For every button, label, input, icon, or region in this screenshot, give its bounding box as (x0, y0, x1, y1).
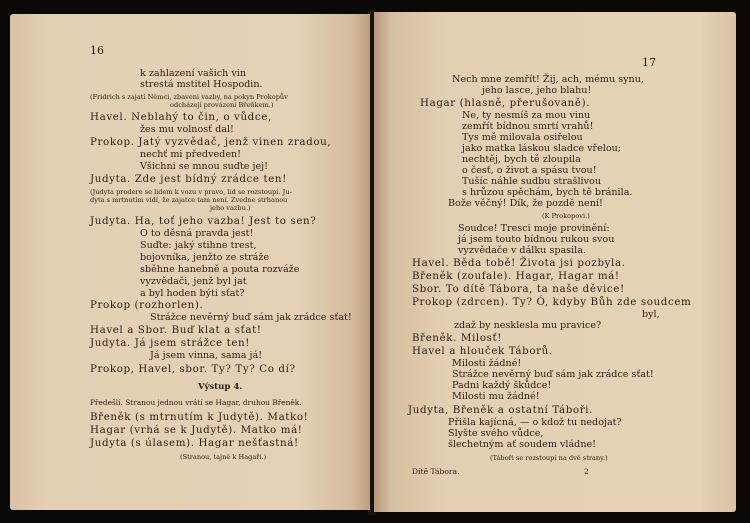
stage-direction: (Táboři se rozstoupí na dvě strany.) (490, 454, 608, 462)
verse-line: nechtěj, bych tě zloupila (462, 154, 581, 165)
verse-line: Všichni se mnou suďte jej! (140, 161, 269, 172)
speaker-line: Prokop, Havel, sbor. Ty? Ty? Co dí? (90, 363, 296, 375)
verse-line: zdaž by nesklesla mu pravice? (454, 320, 602, 331)
speaker-line: Judyta. Zde jest bídný zrádce ten! (90, 173, 287, 185)
stage-direction: jeho vazbu.) (210, 204, 251, 212)
speaker-line: Havel a hlouček Táborů. (412, 345, 553, 357)
page-footer-title: Dítě Tábora. (412, 467, 460, 476)
speaker-line: Prokop (rozhorlen). (90, 299, 204, 311)
verse-line: Milosti mu žádné! (452, 391, 540, 402)
verse-line: k zahlazení vašich vin (140, 68, 247, 79)
verse-line: šlechetným ať soudem vládne! (448, 439, 597, 450)
verse-line: vyzvědači, jenž byl jat (140, 276, 247, 287)
verse-line: zemřít bídnou smrtí vrahů! (462, 121, 594, 132)
verse-line: Já jsem vinna, sama já! (150, 350, 263, 361)
speaker-line: Prokop. Jatý vyzvědač, jenž vinen zradou, (90, 136, 332, 148)
verse-line: jako matka láskou sladce vřelou; (462, 143, 622, 154)
stage-direction: Předešlí. Stranou jednou vrátí se Hagar, druhou Břeněk. (90, 398, 302, 407)
verse-line: Suďte: jaký stihne trest, (140, 240, 257, 251)
signature-mark: 2 (584, 467, 589, 476)
verse-line: já jsem touto bídnou rukou svou (458, 234, 615, 245)
verse-line: strestá mstitel Hospodin. (140, 79, 263, 90)
verse-line: s hrůzou spěchám, bych tě bránila. (462, 187, 633, 198)
speaker-line: Judyta. Ha, toť jeho vazba! Jest to sen? (90, 215, 317, 227)
left-page (10, 14, 370, 510)
verse-line: Ne, ty nesmíš za mou vinu (462, 110, 591, 121)
stage-direction: (Stranou, tajně k Hagaři.) (180, 453, 267, 461)
stage-direction: dyta s mrtnutím vidí, že zajatce tam není. Zvedne strhanou (90, 196, 288, 204)
verse-line: O to děsná pravda jest! (140, 228, 254, 239)
scene-heading: Výstup 4. (198, 382, 243, 392)
stage-direction: (Fridrich s zajatí Němci, zbaveni vazby, na pokyn Prokopův (90, 93, 288, 101)
verse-line: Strážce nevěrný buď sám jak zrádce sťat! (452, 369, 654, 380)
verse-line: Bože věčný! Dík, že pozdě není! (448, 198, 603, 209)
verse-line: Slyšte svého vůdce, (448, 428, 544, 439)
speaker-line: Judyta (s úlasem). Hagar nešťastná! (90, 437, 299, 449)
speaker-line: Hagar (hlasně, přerušovaně). (420, 97, 591, 109)
speaker-line: Prokop (zdrcen). Ty? Ó, kdyby Bůh zde soudcem (412, 296, 692, 308)
verse-line: Přišla kajícná, — o kdož tu nedojat? (448, 417, 622, 428)
right-page (374, 12, 736, 512)
verse-line: Tušíc náhle sudbu strašlivou (462, 176, 601, 187)
page-number: 16 (90, 44, 104, 57)
speaker-line: Sbor. To dítě Tábora, ta naše děvice! (412, 283, 625, 295)
speaker-line: Břeněk (s mtrnutím k Judytě). Matko! (90, 411, 309, 423)
verse-line: a byl hoden býti sťat? (140, 288, 245, 299)
verse-line: Nech mne zemřít! Žij, ach, mému synu, (452, 74, 644, 85)
speaker-line: Judyta. Já jsem strážce ten! (90, 337, 250, 349)
speaker-line: Judyta, Břeněk a ostatní Táboři. (408, 404, 594, 416)
verse-line: vyzvědače v dálku spasila. (458, 245, 587, 256)
verse-line: sběhne hanebně a pouta rozváže (140, 264, 300, 275)
verse-line: o česť, o život a spásu tvou! (462, 165, 597, 176)
stage-direction: odcházejí provázeni Břeňkem.) (170, 101, 274, 109)
speaker-line: Havel. Běda tobě! Života jsi pozbyla. (412, 257, 626, 269)
verse-line: Strážce nevěrný buď sám jak zrádce sťat! (150, 312, 352, 323)
stage-direction: (K Prokopovi.) (542, 212, 590, 220)
stage-direction: (Judyta prodere se lidem k vozu v pravo, lid se rozstoupí. Ju- (90, 188, 292, 196)
verse-line: nechť mi předveden! (140, 149, 242, 160)
speaker-line: Havel a Sbor. Buď klat a sťat! (90, 324, 262, 336)
verse-line: Tys mě milovala osiřelou (462, 132, 583, 143)
speaker-line: Havel. Neblahý to čin, o vůdce, (90, 111, 272, 123)
speaker-line: Břeněk (zoufale). Hagar, Hagar má! (412, 270, 620, 282)
verse-line: žes mu volnosť dal! (140, 124, 234, 135)
verse-line: Padni každý škůdce! (452, 380, 552, 391)
verse-line: byl, (642, 309, 660, 320)
speaker-line: Hagar (vrhá se k Judytě). Matko má! (90, 424, 303, 436)
verse-line: Milosti žádné! (452, 358, 522, 369)
verse-line: Soudce! Tresci moje provinění: (458, 223, 610, 234)
page-number: 17 (642, 56, 656, 69)
speaker-line: Břeněk. Milosť! (412, 332, 502, 344)
verse-line: bojovníka, jenžto ze stráže (140, 252, 270, 263)
verse-line: jeho lasce, jeho blahu! (482, 85, 592, 96)
